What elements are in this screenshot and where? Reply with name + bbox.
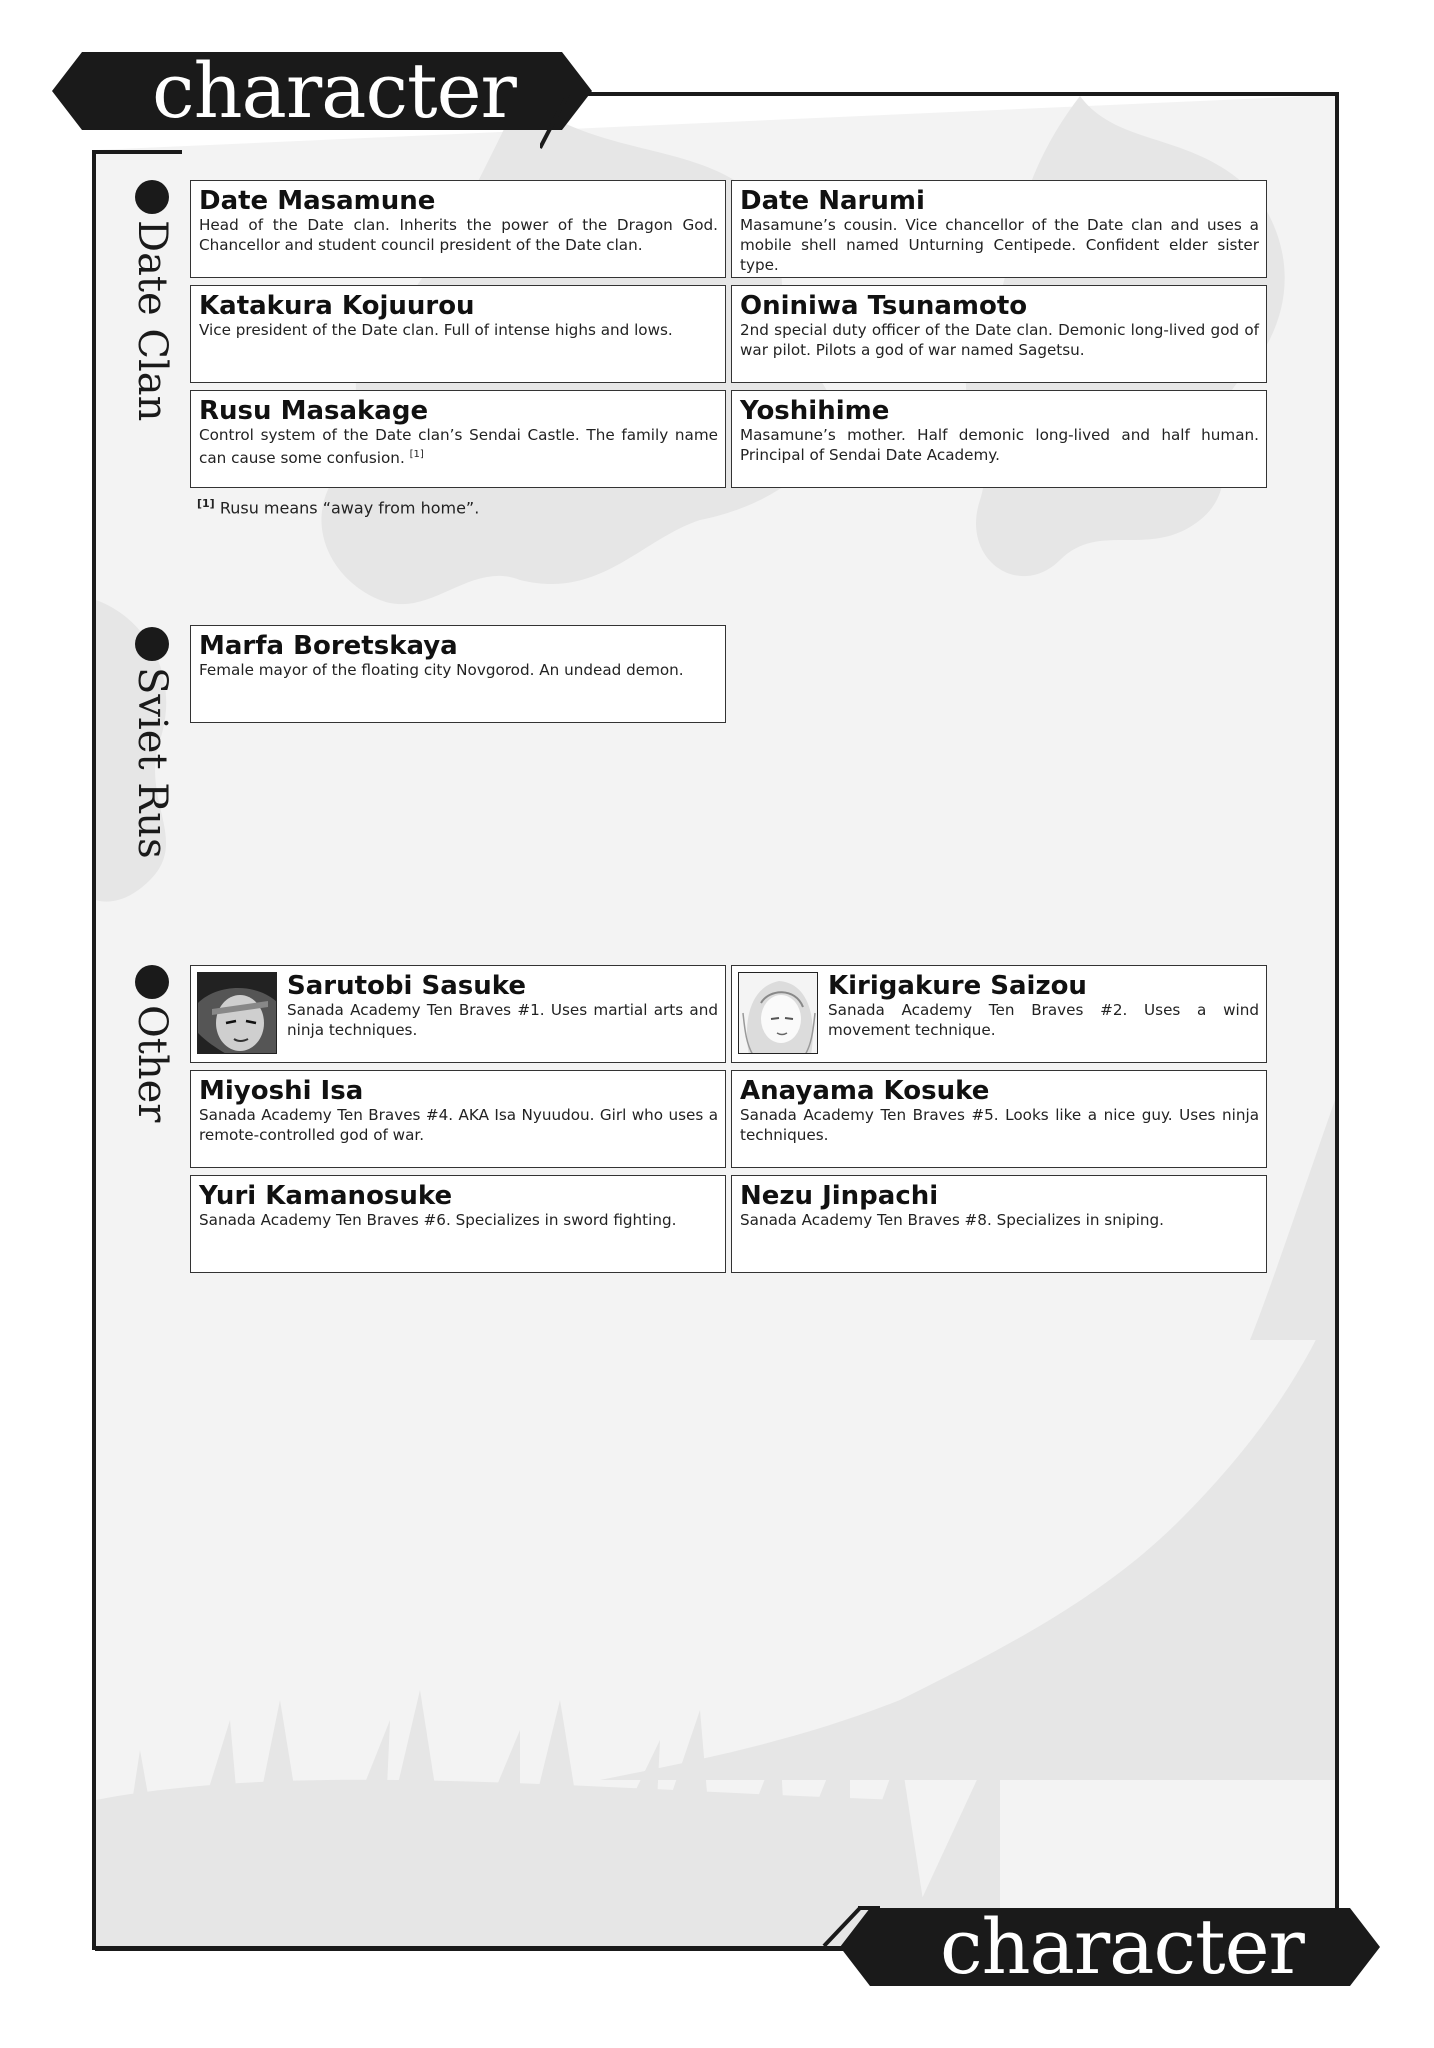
character-card-marfa-boretskaya <box>190 625 726 723</box>
character-description: Masamune’s mother. Half demonic long-lived and half human. Principal of Sendai Date Academy. <box>740 426 1259 464</box>
section-bullet-icon <box>135 965 169 999</box>
character-description: Sanada Academy Ten Braves #6. Specializes in sword fighting. <box>199 1211 677 1229</box>
frame-left-top-border <box>92 150 182 154</box>
character-name: Kirigakure Saizou <box>828 971 1087 1001</box>
character-card-katakura-kojuurou <box>190 285 726 383</box>
top-banner <box>52 46 592 135</box>
character-name: Date Masamune <box>199 186 436 216</box>
frame-left-border <box>92 150 96 1950</box>
character-name: Katakura Kojuurou <box>199 291 475 321</box>
banner-connector-bottom <box>820 1880 880 1950</box>
section-bullet-icon <box>135 180 169 214</box>
sarutobi-sasuke-portrait <box>197 972 277 1054</box>
section-bullet-icon <box>135 627 169 661</box>
kirigakure-saizou-portrait <box>738 972 818 1054</box>
character-card-anayama-kosuke <box>731 1070 1267 1168</box>
character-card-rusu-masakage <box>190 390 726 488</box>
character-card-kirigakure-saizou <box>731 965 1267 1063</box>
section-title: Date Clan <box>129 220 175 422</box>
character-description: Sanada Academy Ten Braves #1. Uses martial arts and ninja techniques. <box>287 1001 718 1039</box>
section-label-other <box>129 965 175 1123</box>
character-card-date-masamune <box>190 180 726 278</box>
character-card-miyoshi-isa <box>190 1070 726 1168</box>
character-description: Control system of the Date clan’s Sendai Castle. The family name can cause some confusion. <box>199 426 718 468</box>
character-name: Rusu Masakage <box>199 396 429 426</box>
footnote-mark: [1] <box>197 497 215 510</box>
banner-connector-top <box>540 90 580 150</box>
character-name: Marfa Boretskaya <box>199 631 458 661</box>
section-title: Sviet Rus <box>129 667 175 859</box>
character-name: Yuri Kamanosuke <box>199 1181 453 1211</box>
character-name: Sarutobi Sasuke <box>287 971 526 1001</box>
bottom-banner <box>840 1902 1380 1991</box>
character-card-date-narumi <box>731 180 1267 278</box>
character-name: Anayama Kosuke <box>740 1076 990 1106</box>
banner-title-top: character <box>152 46 516 135</box>
character-description: Head of the Date clan. Inherits the power of the Dragon God. Chancellor and student council president of the Date clan. <box>199 216 718 254</box>
character-description: Masamune’s cousin. Vice chancellor of the Date clan and uses a mobile shell named Unturning Centipede. Confident elder sister type. <box>740 216 1259 274</box>
footnote-ref-marker: [1] <box>409 449 424 460</box>
section-label-sviet-rus <box>129 627 175 859</box>
frame-bottom-border <box>92 1946 852 1950</box>
character-card-yuri-kamanosuke <box>190 1175 726 1273</box>
footnote <box>197 497 479 517</box>
character-description: Sanada Academy Ten Braves #8. Specializes in sniping. <box>740 1211 1164 1229</box>
character-description: Vice president of the Date clan. Full of intense highs and lows. <box>199 321 673 339</box>
character-card-sarutobi-sasuke <box>190 965 726 1063</box>
character-description: 2nd special duty officer of the Date clan. Demonic long-lived god of war pilot. Pilots a god of war named Sagetsu. <box>740 321 1259 359</box>
character-name: Yoshihime <box>740 396 890 426</box>
footnote-text: Rusu means “away from home”. <box>219 498 480 518</box>
character-description: Female mayor of the floating city Novgorod. An undead demon. <box>199 661 684 679</box>
character-description: Sanada Academy Ten Braves #2. Uses a wind movement technique. <box>828 1001 1259 1039</box>
character-name: Date Narumi <box>740 186 925 216</box>
character-name: Nezu Jinpachi <box>740 1181 939 1211</box>
section-label-date-clan <box>129 180 175 422</box>
banner-title-bottom: character <box>940 1902 1304 1991</box>
character-description-with-ref <box>199 425 718 468</box>
section-title: Other <box>129 1005 175 1123</box>
character-name: Oniniwa Tsunamoto <box>740 291 1028 321</box>
character-description: Sanada Academy Ten Braves #4. AKA Isa Nyuudou. Girl who uses a remote-controlled god of war. <box>199 1106 718 1144</box>
character-card-yoshihime <box>731 390 1267 488</box>
character-card-oniniwa-tsunamoto <box>731 285 1267 383</box>
character-description: Sanada Academy Ten Braves #5. Looks like a nice guy. Uses ninja techniques. <box>740 1106 1259 1144</box>
character-name: Miyoshi Isa <box>199 1076 364 1106</box>
character-card-nezu-jinpachi <box>731 1175 1267 1273</box>
